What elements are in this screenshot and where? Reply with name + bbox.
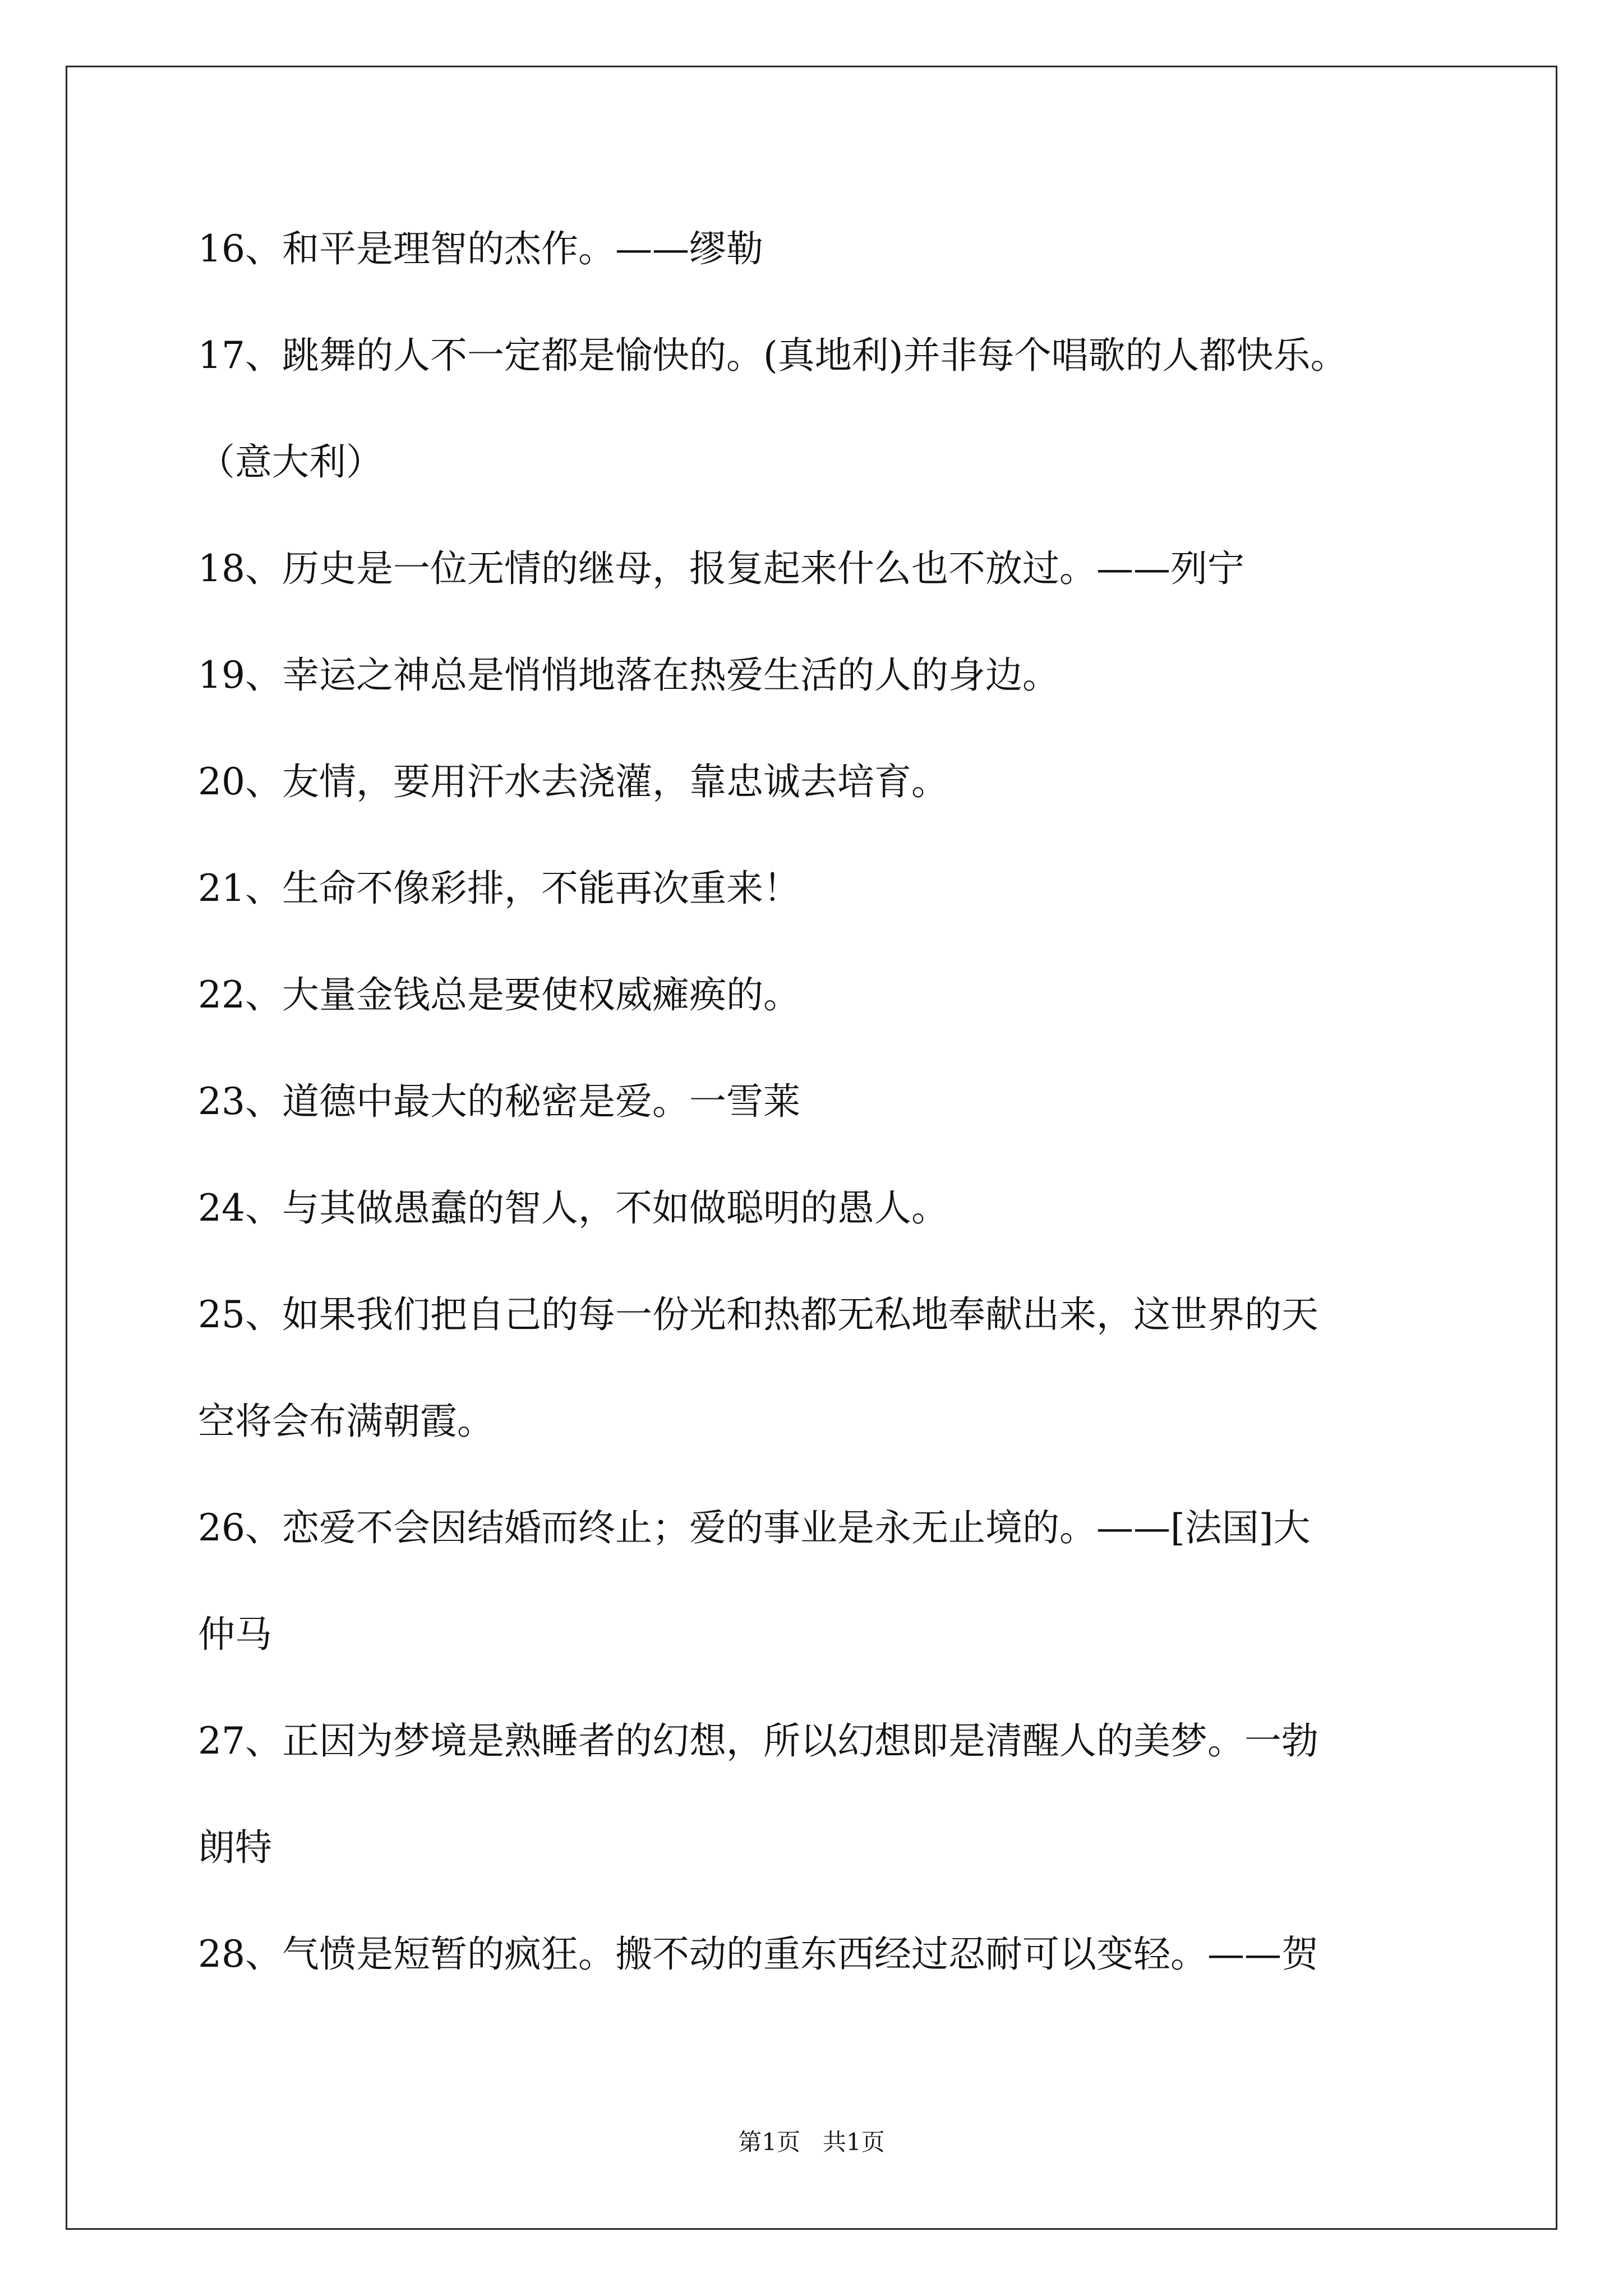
quote-line-26-cont: 仲马 [198, 1613, 272, 1656]
quote-line-26: 26、恋爱不会因结婚而终止；爱的事业是永无止境的。——[法国]大 [198, 1506, 1311, 1549]
quote-line-23: 23、道德中最大的秘密是爱。一雪莱 [198, 1080, 800, 1123]
quote-line-25-cont: 空将会布满朝霞。 [198, 1400, 494, 1443]
quote-line-19: 19、幸运之神总是悄悄地落在热爱生活的人的身边。 [198, 654, 1059, 697]
page-number-footer: 第1页 共1页 [738, 2128, 885, 2156]
quote-line-17-cont: （意大利） [198, 440, 383, 484]
quote-line-27: 27、正因为梦境是熟睡者的幻想，所以幻想即是清醒人的美梦。一勃 [198, 1719, 1318, 1763]
quote-line-20: 20、友情，要用汗水去浇灌，靠忠诚去培育。 [198, 760, 948, 803]
quote-line-28: 28、气愤是短暂的疯狂。搬不动的重东西经过忍耐可以变轻。——贺 [198, 1932, 1318, 1976]
quote-line-16: 16、和平是理智的杰作。——缪勒 [198, 227, 763, 270]
quote-line-25: 25、如果我们把自己的每一份光和热都无私地奉献出来，这世界的天 [198, 1293, 1318, 1336]
quote-line-24: 24、与其做愚蠢的智人，不如做聪明的愚人。 [198, 1186, 948, 1230]
page-frame [66, 66, 1557, 2230]
quote-line-22: 22、大量金钱总是要使权威瘫痪的。 [198, 973, 800, 1016]
quote-line-18: 18、历史是一位无情的继母，报复起来什么也不放过。——列宁 [198, 547, 1244, 590]
quote-line-21: 21、生命不像彩排，不能再次重来！ [198, 867, 800, 910]
quote-line-27-cont: 朗特 [198, 1826, 272, 1869]
quote-line-17: 17、跳舞的人不一定都是愉快的。(真地利)并非每个唱歌的人都快乐。 [198, 334, 1348, 377]
